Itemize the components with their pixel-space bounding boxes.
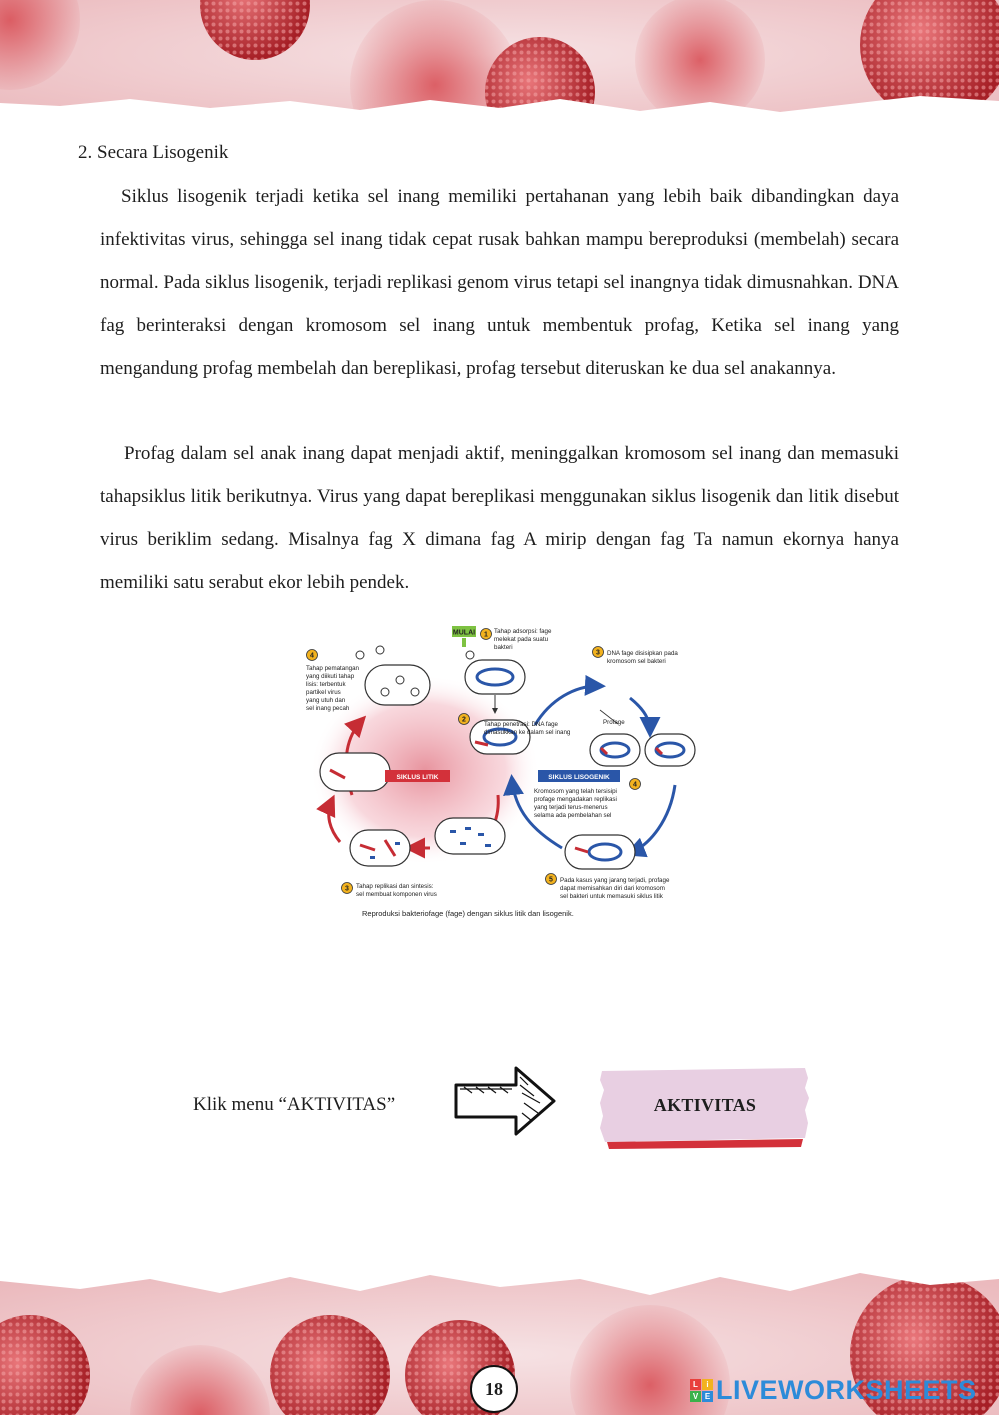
lyso-step-4-line-2: profage mengadakan replikasi <box>534 796 617 803</box>
lyso-step-5-line-1: Pada kasus yang jarang terjadi, profage <box>560 877 670 884</box>
lyso-step-4-line-4: selama ada pembelahan sel <box>534 812 612 819</box>
lyso-step-3-number: 3 <box>596 649 600 657</box>
step-2-line-2: dimasukkan ke dalam sel inang <box>484 729 571 736</box>
instruction-text: Klik menu “AKTIVITAS” <box>193 1094 396 1115</box>
lyso-step-5-line-3: sel bakteri untuk memasuki siklus litik <box>560 893 663 900</box>
paragraph-lisogenik: Siklus lisogenik terjadi ketika sel inang memiliki pertahanan yang lebih baik dibandingkan daya infektivitas virus, sehingga sel inang tidak cepat rusak bahkan mampu bereproduksi (membelah) secara normal. Pada siklus lisogenik, terjadi replikasi genom virus tetapi sel inangnya tidak dimusnahkan. DNA fag berinteraksi dengan kromosom sel inang untuk membentuk profag, Ketika sel inang yang mengandung profag membelah dan bereplikasi, profag tersebut diteruskan ke dua sel anakannya. <box>100 186 899 379</box>
step-3-line-1: Tahap replikasi dan sintesis: <box>356 883 434 890</box>
right-arrow-icon <box>452 1063 558 1139</box>
siklus-lisogenik-label: SIKLUS LISOGENIK <box>548 774 610 781</box>
step-4-line-2: yang diikuti tahap <box>306 673 355 680</box>
siklus-litik-label: SIKLUS LITIK <box>396 774 439 781</box>
step-4-line-6: sel inang pecah <box>306 705 350 712</box>
step-2-line-1: Tahap penetrasi: DNA fage <box>484 721 558 728</box>
step-4-line-4: partikel virus <box>306 689 341 696</box>
step-4-number: 4 <box>310 652 314 660</box>
step-1-line-1: Tahap adsorpsi: fage <box>494 628 552 635</box>
lyso-step-4-line-1: Kromosom yang telah tersisipi <box>534 788 617 795</box>
step-1-number: 1 <box>484 631 488 639</box>
lyso-step-4-number: 4 <box>633 781 637 789</box>
page-number: 18 <box>470 1365 518 1413</box>
step-4-line-1: Tahap pematangan <box>306 665 359 672</box>
section-heading: 2. Secara Lisogenik <box>78 142 229 163</box>
lyso-step-3-line-2: kromosom sel bakteri <box>607 658 666 665</box>
lyso-step-3-line-1: DNA fage disisipkan pada <box>607 650 678 657</box>
step-1-line-2: melekat pada suatu <box>494 636 549 643</box>
step-2-number: 2 <box>462 716 466 724</box>
top-virus-banner <box>0 0 999 135</box>
lytic-lysogenic-diagram <box>300 620 710 925</box>
aktivitas-button[interactable] <box>600 1068 810 1150</box>
lyso-step-5-number: 5 <box>549 876 553 884</box>
figure-caption: Reproduksi bakteriofage (fage) dengan siklus litik dan lisogenik. <box>362 909 574 918</box>
profage-label: Profage <box>603 719 625 726</box>
watermark-text: LIVEWORKSHEETS <box>716 1374 977 1405</box>
step-3-number: 3 <box>345 885 349 893</box>
liveworksheets-logo-icon: L i V E <box>690 1379 713 1402</box>
step-1-line-3: bakteri <box>494 644 513 651</box>
lyso-step-4-line-3: yang terjadi terus-menerus <box>534 804 608 811</box>
mulai-label: MULAI <box>452 629 476 637</box>
step-3-line-2: sel membuat komponen virus <box>356 891 437 898</box>
step-4-line-3: lisis: terbentuk <box>306 681 346 688</box>
aktivitas-button-label: AKTIVITAS <box>653 1095 757 1115</box>
liveworksheets-watermark <box>690 1376 977 1404</box>
lyso-step-5-line-2: dapat memisahkan diri dari kromosom <box>560 885 665 892</box>
step-4-line-5: yang utuh dan <box>306 697 346 704</box>
paragraph-profag: Profag dalam sel anak inang dapat menjadi aktif, meninggalkan kromosom sel inang dan memasuki tahapsiklus litik berikutnya. Virus yang dapat bereplikasi menggunakan siklus lisogenik dan litik disebut virus beriklim sedang. Misalnya fag X dimana fag A mirip dengan fag Ta namun ekornya hanya memiliki satu serabut ekor lebih pendek. <box>100 443 899 593</box>
